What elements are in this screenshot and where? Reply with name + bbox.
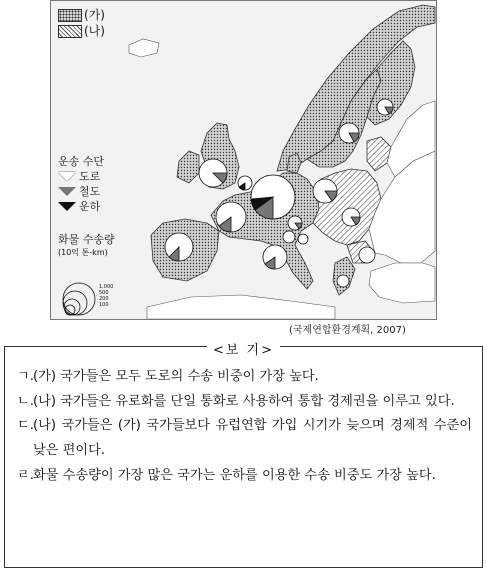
mode-river-label: 운하 [79,200,101,213]
statement-marker: ㄹ. [17,467,34,483]
bogi-title-wrap [5,339,482,358]
statement-marker: ㄴ. [17,393,34,409]
statement-text: (나) 국가들은 (가) 국가들보다 유럽연합 가입 시기가 늦으며 경제적 수준이 낮은 편이다. [33,418,472,459]
bogi-title: <보 기> [207,343,280,358]
volume-legend [58,233,115,259]
statement-item [17,414,472,463]
pie-large [251,175,295,219]
dotted-swatch-icon [58,9,82,22]
region-legend [58,7,105,39]
statement-item [17,390,472,415]
volume-legend-unit: (10억 톤-km) [58,248,108,257]
pie-italy [263,245,287,269]
volume-legend-title: 화물 수송량 [58,233,115,246]
hatched-swatch-icon [58,25,82,38]
map-drawing [51,1,436,319]
europe-freight-map [50,0,437,320]
statement-text: 화물 수송량이 가장 많은 국가는 운하를 이용한 수송 비중도 가장 높다. [33,467,436,483]
statement-marker: ㄷ. [17,418,34,434]
volume-value: 200 [99,296,109,302]
legend-ga-label: (가) [84,8,105,22]
statement-item [17,365,472,390]
pie-poland [313,179,337,203]
mode-legend [58,154,104,214]
rail-wedge-icon [58,187,76,196]
pie-finland [377,99,393,115]
pie-greece [337,275,349,287]
pie-uk [199,159,227,187]
pie-france [216,202,246,232]
statement-marker: ㄱ. [17,369,34,384]
bogi-box [4,343,483,568]
volume-value: 1,000 [99,284,114,290]
volume-value: 100 [99,302,109,308]
statement-text: (가) 국가들은 모두 도로의 수송 비중이 가장 높다. [33,369,319,384]
mode-rail [58,184,104,199]
legend-ga [58,7,105,23]
volume-value: 500 [99,290,109,296]
legend-na [58,23,105,39]
pie-spain [165,233,193,261]
map-source: (국제연합환경계획, 2007) [289,325,406,336]
statement-text: (나) 국가들은 유로화를 단일 통화로 사용하여 통합 경제권을 이루고 있다. [33,393,455,409]
mode-road [58,169,104,184]
pie-benelux [238,176,252,190]
canal-wedge-icon [58,202,76,211]
pie-sweden [339,123,359,143]
statement-item [17,464,472,489]
mode-legend-title: 운송 수단 [58,155,105,168]
mode-river [58,199,104,214]
road-wedge-icon [58,172,76,181]
volume-legend-values [99,284,113,308]
statement-list [17,365,472,489]
legend-na-label: (나) [84,24,105,38]
mode-road-label: 도로 [79,170,101,183]
mode-rail-label: 철도 [79,185,101,198]
